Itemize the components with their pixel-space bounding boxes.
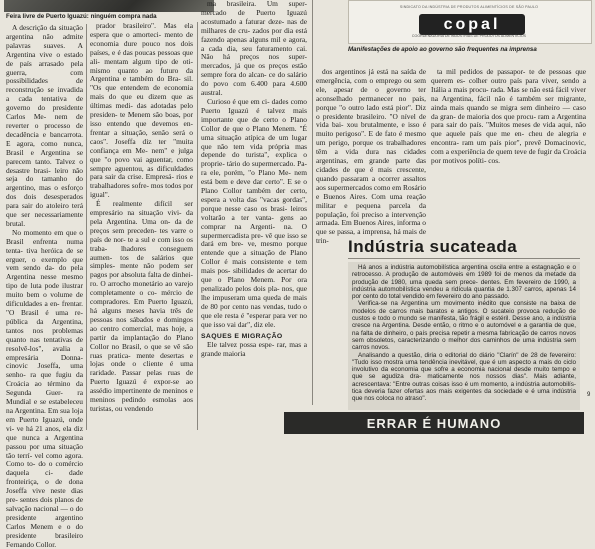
article-paragraph: Ele talvez possa espe- rar, mas a grande maioria xyxy=(201,340,307,359)
column-divider xyxy=(312,0,313,405)
article-column-4 xyxy=(316,67,427,246)
bottom-banner: ERRAR É HUMANO xyxy=(284,412,584,434)
article-paragraph: ma brasileira. Um super- mercado de Puerto Iguazú acostumado a faturar deze- nas de milhares de cru- zados por dia está fazendo apenas alguns mil e agora, a cada dia, seu faturamento cai. Não há preços nos super- mercados, já que os preços estão sempre fora do alcan- ce do salário do povo com 6.400 para 4.600 austral. xyxy=(201,0,307,98)
article-paragraph: A descrição da situação argentina não admite palavras suaves. A Argentina vive o estado de país arrasado pela guerra, com possibilidades de reconstrução se invadida a cada tentativa de governo do presidente Carlos Me- nem de reverter o processo de decadência e bancarrota. E agora, como nunca, Brasil e Argentina se parecem tanto. Talvez o desastre brasi- leiro não seja do tamanho do argentino, mas o esforço dos dois desesperados para sair do atoleiro terá que ser necessariamente brutal. xyxy=(6,23,83,228)
page-number: 9 xyxy=(587,392,591,398)
ad-caption: Manifestações de apoio ao governo são frequentes na imprensa xyxy=(348,46,537,53)
ad-tagline: COORDENADORIA DE INDÚSTRIAS DE PRODUTOS ALIMENTÍCIOS xyxy=(411,34,527,38)
article-column-1 xyxy=(6,23,83,549)
street-market-photo xyxy=(4,0,214,12)
article-paragraph: dos argentinos já está na saída de emergência, com o emprego ou sem ele, apesar de o governo ter aconselhado permanecer no país, porque "o outro lado está pior". Diz o presidente brasileiro. "O nível de vida bai- xou brutalmente, e isso é muito perigoso". E de fato é mesmo um perigo, porque os trabalhadores têm a vida dura nas cidades argentinas, em grande parte das cidades de que é mais crescente, quando passaram a ocorrer assaltos aos supermercados como em Rosário e Buenos Aires. Com uma reação militar e pequena parcela da população, foi preciso a intervenção armada. Em Buenos Aires, informa o que se passa, a imprensa, há mais de trin- xyxy=(316,67,427,246)
sidebar-paragraph: Verifica-se na Argentina um movimento inédito que consiste na baixa de modelos de carros mais baratos e antigos. O sucateio provoca redução de custos e todo o mundo se manifesta, tão frágil e estéril. Desse ano, a indústria cresce na Argentina. Desde então, o ritmo e o automóvel e a garantia de que, na falta de dinheiro, o país precisa repetir a mesma fabricação de carros novos sem obsoletos, caracterizando o melhor dos caminhos de uma indústria sem carros novos. xyxy=(352,300,576,352)
column-divider xyxy=(86,24,87,430)
article-column-5 xyxy=(431,68,586,234)
copal-advertisement xyxy=(348,0,592,44)
sidebar-box xyxy=(348,262,580,410)
sidebar-paragraph: Há anos a indústria automobilística argentina oscila entre a estagnação e o retrocesso. A produção de automóveis em 1989 foi de menos da metade da produção de 1980, uma queda sem prece- dentes. Em fevereiro de 1990, a indústria automobilística vendeu a ridícula quantia de 1.307 carros, apenas 14 por cento do total vendido em fevereiro do ano passado. xyxy=(352,264,576,301)
article-paragraph: Curioso é que em ci- dades como Puerto Iguazú é talvez mais importante que de certo o Plano Collor de que o Plano Menem. "É uma situação atípica de um lugar que não tem vida própria mas depende do turista", explica o proprie- tário do supermercado. Pa- ra ele, porém, "o Plano Me- nem está bem e deve dar certo". E se o Plano Collor também der certo, espera a volta das "vacas gordas", porque nesse caso os brasi- leiros voltarão a ter vanta- gens ao comprar na Argenti- na. O supermercadista pre- vê que isso se dará em bre- ve, mesmo porque entende que a situação de Plano Collor é mais consistente e tem mais pos- sibilidades de acertar do que o Plano Menem. Por ora penalizado pelos dois pla- nos, que lhe impuseram uma queda de mais de 80 por cento nas vendas, tudo o que ele resta é "esperar para ver no que isso vai dar", diz ele. xyxy=(201,96,307,329)
sidebar-paragraph: Analisando a questão, diria o editorial do diário "Clarín" de 28 de fevereiro: "Tudo isso mostra uma tendência inevitável, que é um aspecto a mais do ciclo involutivo da economia que sofre a economia nacional desde muito tempo e que se agudiza dra- maticamente nos nossos dias". Mais adiante, acrescentava: "Entre outras coisas isso é um momento, a indústria automobilís- tica deveria fazer ofertas aos mais exigentes da sociedade e é uma indústria que nos coloca no atraso". xyxy=(352,351,576,403)
ad-fine-print: SINDICATO DA INDÚSTRIA DE PRODUTOS ALIMENTÍCIOS DE SÃO PAULO xyxy=(399,5,539,9)
copal-logo: copal xyxy=(419,14,525,35)
article-column-3 xyxy=(201,0,307,420)
column-divider xyxy=(197,22,198,430)
article-paragraph: No momento em que o Brasil enfrenta numa tenta- tiva heróica de se erguer, o exemplo que vem sendo da- do pela Argentina nesse mesmo tipo de luta pode ilustrar muito bem o volume de dificuldades a en- frentar. "O Brasil é uma re- pública da Argentina, tantos nos problemas quanto nas tentativas de resolvê-los", avalia a empresária Donna- cinovic Joseffa, uma senho- ra que fugiu da Croácia ao término da Segunda Guer- ra Mundial e se estabeleceu na Argentina. Em sua loja em Puerto Iguazú, onde vi- ve há 21 anos, ela diz que nunca a Argentina passou por uma situação tão terrí- vel como agora. Como to- do o comércio daquela ci- dade fronteiriça, o de dona Joseffa vive neste dias pre- sentes dois planos de salvação nacional — o do presidente argentino Carlos Menem e o do presidente brasileiro Fernando Collor. xyxy=(6,227,83,549)
article-paragraph: ta mil pedidos de passapor- te de pessoas que querem es- colher outro país para viver, sendo a Itália a mais procu- rada. Mas se não está fácil viver na Argentina, fácil não é também ser migrante, ainda mais quando se migra sem dinheiro — caso da gran- de maioria dos que procu- ram a Argentina para sair do país. "Muitos meses de vida aqui, não que aquele país que me en- cheu de alegria e encontra- ram um país pior", prevê Domacinovic, com a experiência de quem teve de fugir da Croácia por motivos políti- cos. xyxy=(431,67,586,166)
article-column-2 xyxy=(90,22,193,430)
article-paragraph: É realmente difícil ser empresário na situação vivi- da pela Argentina. Uma on- da de preços sem preceden- tes varre o país de nor- te a sul e com isso os traba- lhadores conseguem aumen- tos de salários que simples- mente não podem ser pagos por absoluta falta de dinhei- ro. O arrocho monetário ao varejo completamente o co- mércio de compradores. Em Puerto Iguazú, há alguns meses havia três de pessoas nos sábados e domingos ao centro comercial, mas hoje, a partir da implantação do Plano Collor no Brasil, o que se vê são ruas pratica- mente desertas e lojas onde o cliente é uma raridade. Passar pelas ruas de Puerto Iguazú é expor-se ao assédio impertinente de meninos e meninos pedindo esmolas aos turistas, ou vendendo xyxy=(90,199,193,413)
section-subhead: SAQUES E MIGRAÇÃO xyxy=(201,332,283,340)
article-paragraph: prador brasileiro". Mas ela espera que o amorteci- mento de economia dure pouco nos dois países, e é das poucas pessoas que ali- mentam algum tipo de oti- mismo quanto ao futuro da Argentina e também do Bra- sil. "Os que entendem de economia mais do que eu dizem que as últimas medi- das adotadas pelo presiden- te Menem são boas, por isso entendo que devemos en- frentar a situação, senão será o caos". Joseffa diz ter "muita confiança em Me- nem" e julga que "o povo vai aguentar, como sempre aguentou, as dificuldades para sair da crise. Empresá- rios e trabalhadores sofre- mos todos por igual". xyxy=(90,21,193,200)
sidebar-headline: Indústria sucateada xyxy=(348,236,580,259)
photo-caption: Feira livre de Puerto Iguazú: ninguém compra nada xyxy=(6,13,157,20)
